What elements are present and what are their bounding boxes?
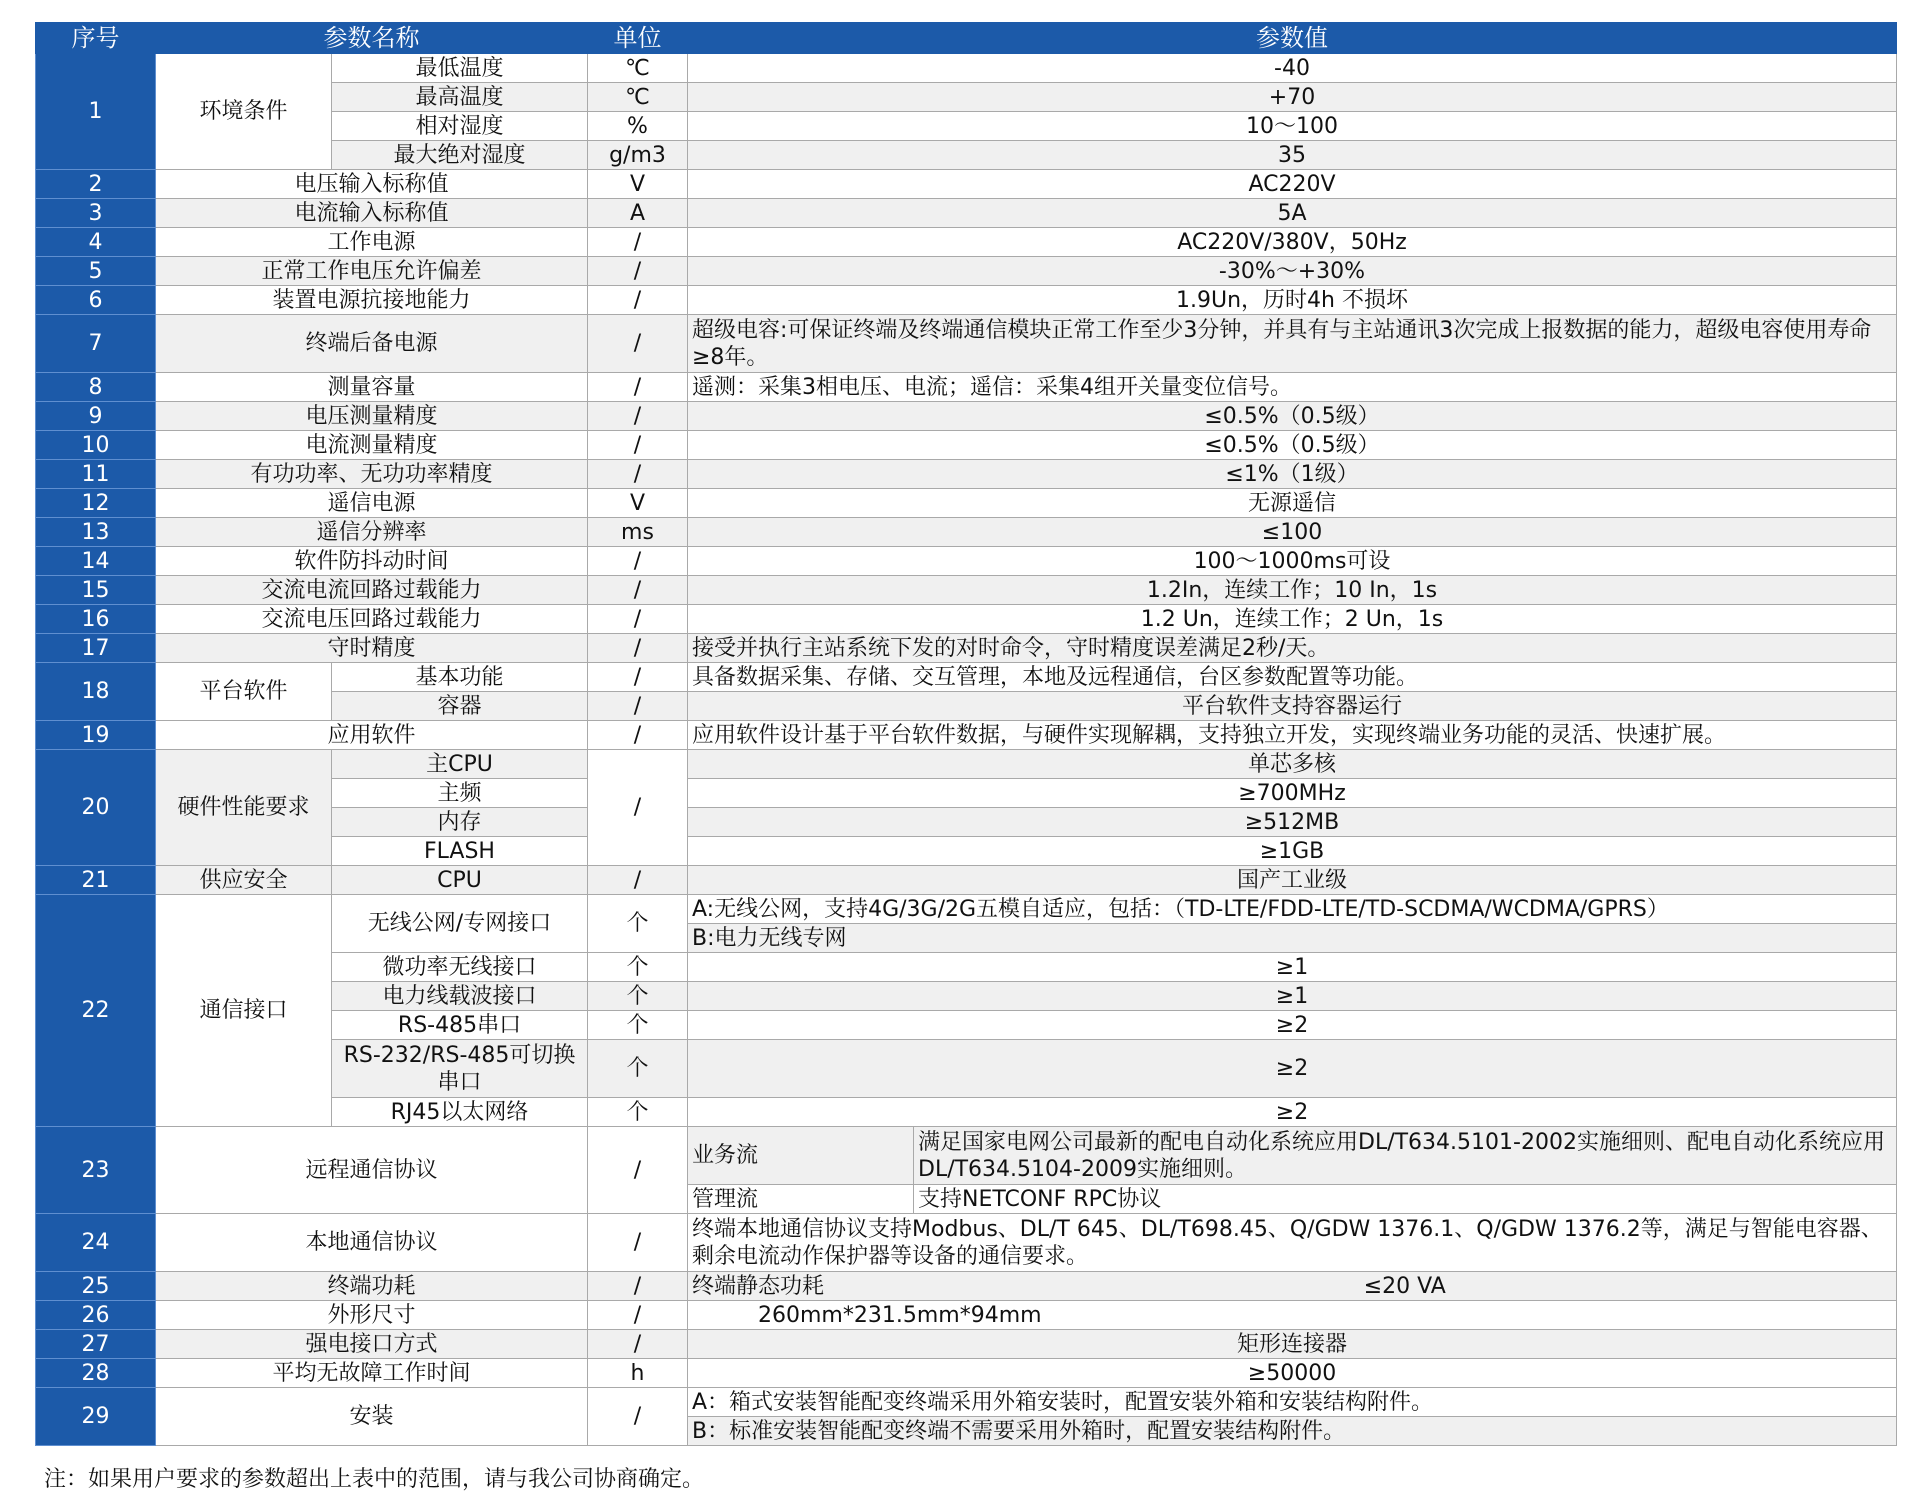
row-seq: 7: [36, 315, 156, 373]
row-value: 接受并执行主站系统下发的对时命令，守时精度误差满足2秒/天。: [688, 634, 1897, 663]
row-name: 远程通信协议: [156, 1127, 588, 1214]
table-row: [36, 199, 1897, 228]
row-unit: 个: [588, 895, 688, 953]
row-name: 应用软件: [156, 721, 588, 750]
table-row: [36, 576, 1897, 605]
row-value: 1.9Un，历时4h 不损坏: [688, 286, 1897, 315]
row-value: ≥2: [688, 1040, 1897, 1098]
row-seq: 26: [36, 1301, 156, 1330]
row-seq: 4: [36, 228, 156, 257]
row-value: AC220V/380V，50Hz: [688, 228, 1897, 257]
row-unit: /: [588, 460, 688, 489]
row-unit: ℃: [588, 83, 688, 112]
row-unit: g/m3: [588, 141, 688, 170]
row-seq: 17: [36, 634, 156, 663]
row-name: 守时精度: [156, 634, 588, 663]
row-seq: 16: [36, 605, 156, 634]
row-value: 260mm*231.5mm*94mm: [688, 1301, 1897, 1330]
row-value: ≤100: [688, 518, 1897, 547]
row-value: 1.2 Un，连续工作；2 Un，1s: [688, 605, 1897, 634]
row-value: AC220V: [688, 170, 1897, 199]
row-unit: /: [588, 1272, 688, 1301]
row-value: 满足国家电网公司最新的配电自动化系统应用DL/T634.5101-2002实施细则、配电自动化系统应用DL/T634.5104-2009实施细则。: [914, 1127, 1897, 1185]
row-value: B：标准安装智能配变终端不需要采用外箱时，配置安装结构附件。: [688, 1417, 1897, 1446]
row-subname: 微功率无线接口: [332, 953, 588, 982]
row-group: 硬件性能要求: [156, 750, 332, 866]
row-value: ≤0.5%（0.5级）: [688, 402, 1897, 431]
row-unit: 个: [588, 1011, 688, 1040]
row-subname: 最大绝对湿度: [332, 141, 588, 170]
row-value: 国产工业级: [688, 866, 1897, 895]
row-name: 遥信分辨率: [156, 518, 588, 547]
row-name: 安装: [156, 1388, 588, 1446]
row-unit: 个: [588, 953, 688, 982]
row-unit: /: [588, 1388, 688, 1446]
row-unit: /: [588, 1301, 688, 1330]
row-unit: /: [588, 1330, 688, 1359]
table-header-row: [36, 23, 1897, 54]
table-row: [36, 373, 1897, 402]
row-value: 5A: [688, 199, 1897, 228]
row-unit: /: [588, 605, 688, 634]
row-seq: 24: [36, 1214, 156, 1272]
table-row: [36, 286, 1897, 315]
row-name: 工作电源: [156, 228, 588, 257]
row-unit: /: [588, 1214, 688, 1272]
row-name: 平均无故障工作时间: [156, 1359, 588, 1388]
row-subname: 容器: [332, 692, 588, 721]
row-value: 具备数据采集、存储、交互管理，本地及远程通信，台区参数配置等功能。: [688, 663, 1897, 692]
row-seq: 9: [36, 402, 156, 431]
row-seq: 27: [36, 1330, 156, 1359]
row-unit: /: [588, 1127, 688, 1214]
row-group: 通信接口: [156, 895, 332, 1127]
row-unit: h: [588, 1359, 688, 1388]
row-seq: 12: [36, 489, 156, 518]
row-name: 电流输入标称值: [156, 199, 588, 228]
row-unit: /: [588, 228, 688, 257]
table-row: [36, 634, 1897, 663]
row-unit: ℃: [588, 54, 688, 83]
row-name: 电压测量精度: [156, 402, 588, 431]
row-subname: 最高温度: [332, 83, 588, 112]
row-subname: 主频: [332, 779, 588, 808]
row-seq: 15: [36, 576, 156, 605]
row-unit: 个: [588, 982, 688, 1011]
row-seq: 19: [36, 721, 156, 750]
row-name: 强电接口方式: [156, 1330, 588, 1359]
table-row: [36, 547, 1897, 576]
table-row: [36, 750, 1897, 779]
row-subname: RS-485串口: [332, 1011, 588, 1040]
row-value: 10～100: [688, 112, 1897, 141]
row-value: 35: [688, 141, 1897, 170]
row-seq: 13: [36, 518, 156, 547]
row-value: 无源遥信: [688, 489, 1897, 518]
row-subname: 最低温度: [332, 54, 588, 83]
row-unit: /: [588, 286, 688, 315]
row-subname: 电力线载波接口: [332, 982, 588, 1011]
row-name: 装置电源抗接地能力: [156, 286, 588, 315]
row-unit: %: [588, 112, 688, 141]
row-subname: CPU: [332, 866, 588, 895]
row-seq: 21: [36, 866, 156, 895]
row-unit: /: [588, 373, 688, 402]
table-row: [36, 1272, 1897, 1301]
row-unit: /: [588, 431, 688, 460]
row-value: +70: [688, 83, 1897, 112]
row-value: ≥700MHz: [688, 779, 1897, 808]
table-row: [36, 1388, 1897, 1417]
row-value: -30%～+30%: [688, 257, 1897, 286]
row-unit: ms: [588, 518, 688, 547]
row-group: 平台软件: [156, 663, 332, 721]
row-value: ≥1: [688, 982, 1897, 1011]
row-value: ≤1%（1级）: [688, 460, 1897, 489]
row-seq: 23: [36, 1127, 156, 1214]
row-subname: FLASH: [332, 837, 588, 866]
spec-table: [35, 22, 1897, 1446]
row-value: ≥512MB: [688, 808, 1897, 837]
row-value: 遥测：采集3相电压、电流；遥信：采集4组开关量变位信号。: [688, 373, 1897, 402]
row-seq: 18: [36, 663, 156, 721]
row-unit: /: [588, 315, 688, 373]
row-seq: 2: [36, 170, 156, 199]
row-value: -40: [688, 54, 1897, 83]
row-value: ≥50000: [688, 1359, 1897, 1388]
row-unit: /: [588, 402, 688, 431]
table-row: [36, 460, 1897, 489]
row-value: 终端本地通信协议支持Modbus、DL/T 645、DL/T698.45、Q/GDW 1376.1、Q/GDW 1376.2等，满足与智能电容器、剩余电流动作保护器等设备的通信要求。: [688, 1214, 1897, 1272]
row-name: 交流电流回路过载能力: [156, 576, 588, 605]
table-row: [36, 1359, 1897, 1388]
row-value: ≥1: [688, 953, 1897, 982]
table-row: [36, 489, 1897, 518]
row-name: 测量容量: [156, 373, 588, 402]
table-row: [36, 866, 1897, 895]
row-name: 外形尺寸: [156, 1301, 588, 1330]
row-value: A:无线公网，支持4G/3G/2G五模自适应，包括：（TD-LTE/FDD-LTE/TD-SCDMA/WCDMA/GPRS）: [688, 895, 1897, 924]
table-row: [36, 402, 1897, 431]
table-row: [36, 721, 1897, 750]
header-value: 参数值: [688, 23, 1897, 54]
table-row: [36, 895, 1897, 924]
row-value: ≥1GB: [688, 837, 1897, 866]
row-seq: 22: [36, 895, 156, 1127]
row-seq: 10: [36, 431, 156, 460]
row-value: 应用软件设计基于平台软件数据，与硬件实现解耦，支持独立开发，实现终端业务功能的灵活、快速扩展。: [688, 721, 1897, 750]
row-unit: 个: [588, 1040, 688, 1098]
row-seq: 25: [36, 1272, 156, 1301]
row-sublabel: 业务流: [688, 1127, 914, 1185]
table-row: [36, 257, 1897, 286]
row-unit: 个: [588, 1098, 688, 1127]
row-name: 终端功耗: [156, 1272, 588, 1301]
header-seq: 序号: [36, 23, 156, 54]
row-name: 软件防抖动时间: [156, 547, 588, 576]
table-row: [36, 518, 1897, 547]
footnote: 注：如果用户要求的参数超出上表中的范围，请与我公司协商确定。: [44, 1467, 705, 1492]
table-row: [36, 1127, 1897, 1185]
row-unit: /: [588, 547, 688, 576]
row-unit: /: [588, 721, 688, 750]
row-unit: /: [588, 750, 688, 866]
row-name: 电流测量精度: [156, 431, 588, 460]
row-value: ≤0.5%（0.5级）: [688, 431, 1897, 460]
row-name: 本地通信协议: [156, 1214, 588, 1272]
row-seq: 14: [36, 547, 156, 576]
row-value: 1.2In，连续工作；10 In，1s: [688, 576, 1897, 605]
row-subname: 基本功能: [332, 663, 588, 692]
row-name: 有功功率、无功功率精度: [156, 460, 588, 489]
row-name: 遥信电源: [156, 489, 588, 518]
row-unit: /: [588, 866, 688, 895]
row-value: B:电力无线专网: [688, 924, 1897, 953]
table-row: [36, 1330, 1897, 1359]
row-unit: V: [588, 170, 688, 199]
row-subname: 无线公网/专网接口: [332, 895, 588, 953]
row-seq: 20: [36, 750, 156, 866]
row-subname: RJ45以太网络: [332, 1098, 588, 1127]
row-sublabel: 管理流: [688, 1185, 914, 1214]
table-row: [36, 431, 1897, 460]
row-seq: 8: [36, 373, 156, 402]
row-unit: /: [588, 576, 688, 605]
table-row: [36, 228, 1897, 257]
row-seq: 6: [36, 286, 156, 315]
row-subname: 主CPU: [332, 750, 588, 779]
row-value: 支持NETCONF RPC协议: [914, 1185, 1897, 1214]
row-seq: 28: [36, 1359, 156, 1388]
table-row: [36, 315, 1897, 373]
row-value: ≥2: [688, 1011, 1897, 1040]
row-seq: 5: [36, 257, 156, 286]
table-row: [36, 1214, 1897, 1272]
row-value: 100～1000ms可设: [688, 547, 1897, 576]
row-subname: 相对湿度: [332, 112, 588, 141]
row-value: 单芯多核: [688, 750, 1897, 779]
row-value: A：箱式安装智能配变终端采用外箱安装时，配置安装外箱和安装结构附件。: [688, 1388, 1897, 1417]
row-seq: 1: [36, 54, 156, 170]
table-row: [36, 605, 1897, 634]
row-name: 交流电压回路过载能力: [156, 605, 588, 634]
row-unit: /: [588, 663, 688, 692]
row-unit: A: [588, 199, 688, 228]
row-name: 终端后备电源: [156, 315, 588, 373]
row-subname: RS-232/RS-485可切换串口: [332, 1040, 588, 1098]
row-group: 供应安全: [156, 866, 332, 895]
table-row: [36, 170, 1897, 199]
row-name: 电压输入标称值: [156, 170, 588, 199]
header-name: 参数名称: [156, 23, 588, 54]
row-unit: /: [588, 634, 688, 663]
row-value: 矩形连接器: [688, 1330, 1897, 1359]
row-value: 平台软件支持容器运行: [688, 692, 1897, 721]
row-name: 正常工作电压允许偏差: [156, 257, 588, 286]
row-unit: /: [588, 692, 688, 721]
table-row: [36, 1301, 1897, 1330]
row-seq: 29: [36, 1388, 156, 1446]
row-value: ≤20 VA: [914, 1272, 1897, 1301]
row-value: ≥2: [688, 1098, 1897, 1127]
row-seq: 3: [36, 199, 156, 228]
row-unit: /: [588, 257, 688, 286]
header-unit: 单位: [588, 23, 688, 54]
table-row: [36, 663, 1897, 692]
row-subname: 内存: [332, 808, 588, 837]
row-unit: V: [588, 489, 688, 518]
table-row: [36, 54, 1897, 83]
row-sublabel: 终端静态功耗: [688, 1272, 914, 1301]
row-value: 超级电容:可保证终端及终端通信模块正常工作至少3分钟，并具有与主站通讯3次完成上报数据的能力，超级电容使用寿命≥8年。: [688, 315, 1897, 373]
row-seq: 11: [36, 460, 156, 489]
row-group: 环境条件: [156, 54, 332, 170]
